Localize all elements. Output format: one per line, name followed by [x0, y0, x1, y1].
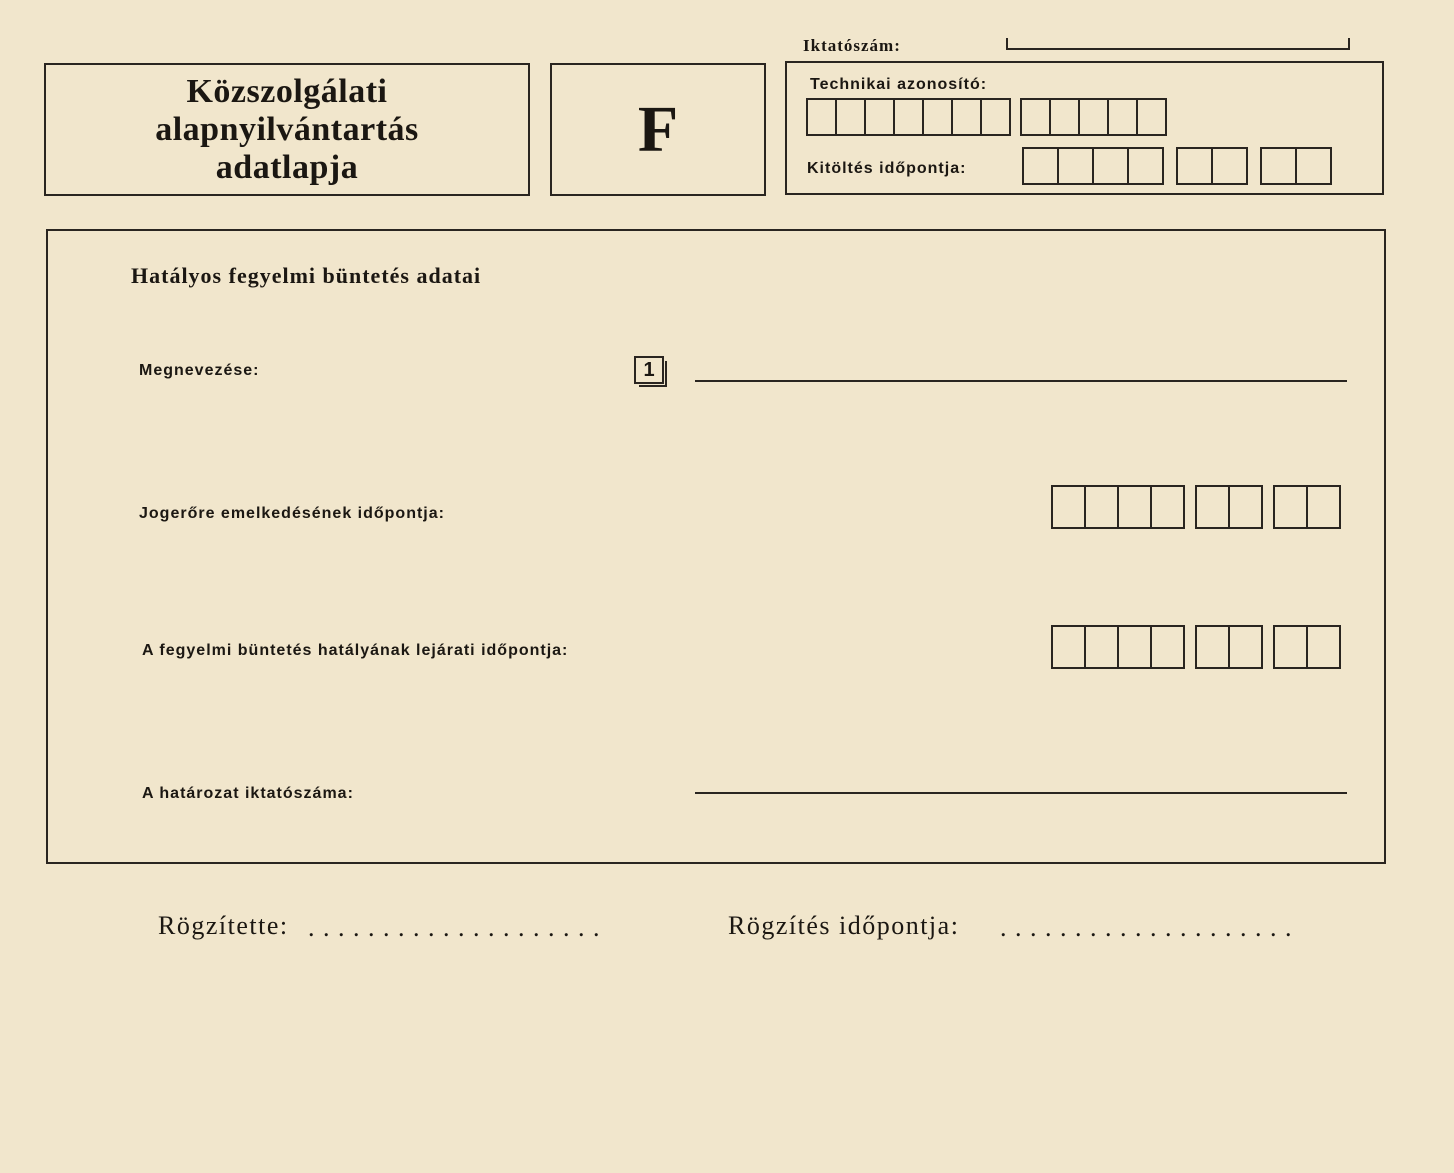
title-line-3: adatlapja — [215, 148, 359, 186]
hatarozat-iktatoszam-input-line[interactable] — [695, 792, 1347, 794]
form-letter: F — [637, 92, 679, 166]
kitoltes-idopontja-label: Kitöltés időpontja: — [807, 160, 967, 177]
megnevezese-code-box — [634, 356, 664, 384]
rogzites-idopontja-label: Rögzítés időpontja: — [728, 911, 960, 940]
megnevezese-label: Megnevezése: — [139, 362, 260, 379]
rogzitette-dots[interactable]: . . . . . . . . . . . . . . . . . . . . — [308, 913, 601, 942]
rogzitette-label: Rögzítette: — [158, 911, 289, 940]
form-title — [44, 63, 530, 196]
iktatoszam-field[interactable] — [1006, 38, 1350, 50]
kitoltes-idopontja-boxes[interactable] — [1022, 147, 1332, 185]
lejarat-label: A fegyelmi büntetés hatályának lejárati időpontja: — [142, 642, 569, 659]
iktatoszam-label: Iktatószám: — [803, 36, 901, 55]
hatarozat-iktatoszam-label: A határozat iktatószáma: — [142, 785, 354, 802]
megnevezese-input-line[interactable] — [695, 380, 1347, 382]
title-line-1: Közszolgálati — [186, 72, 388, 110]
section-title: Hatályos fegyelmi büntetés adatai — [131, 263, 482, 288]
technikai-azonosito-boxes[interactable] — [806, 98, 1011, 136]
lejarat-date-boxes[interactable] — [1051, 625, 1341, 669]
jogerore-date-boxes[interactable] — [1051, 485, 1341, 529]
rogzites-idopontja-dots[interactable]: . . . . . . . . . . . . . . . . . . . . — [1000, 913, 1293, 942]
main-section-frame — [46, 229, 1386, 864]
megnevezese-code: 1 — [643, 358, 655, 381]
technikai-azonosito-label: Technikai azonosító: — [810, 76, 988, 93]
jogerore-label: Jogerőre emelkedésének időpontja: — [139, 505, 445, 522]
technikai-azonosito-boxes-2[interactable] — [1020, 98, 1167, 136]
title-line-2: alapnyilvántartás — [155, 110, 419, 148]
